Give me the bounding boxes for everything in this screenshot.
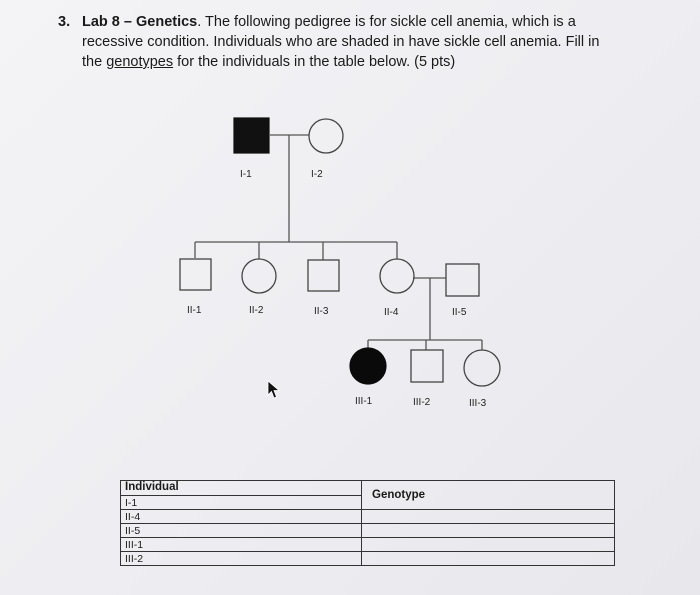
label-II-1: II-1: [187, 305, 202, 316]
cell-individual: III-1: [121, 538, 362, 552]
cell-genotype[interactable]: [362, 524, 615, 538]
question-number: 3.: [58, 14, 71, 30]
table-row: [121, 538, 615, 552]
I-2-female: [309, 119, 343, 153]
genotypes-word: genotypes: [106, 54, 174, 70]
table-header-row: [121, 481, 615, 496]
III-2-male: [411, 350, 443, 382]
label-II-2: II-2: [249, 305, 264, 316]
III-3-female: [464, 350, 500, 386]
II-5-male: [446, 264, 479, 296]
table-row: [121, 524, 615, 538]
label-III-3: III-3: [469, 398, 487, 409]
label-I-1: I-1: [240, 169, 252, 180]
question-line3-pre: the: [82, 54, 107, 70]
cell-genotype[interactable]: [362, 552, 615, 566]
cell-individual: II-4: [121, 510, 362, 524]
cell-individual: III-2: [121, 552, 362, 566]
lab-title: Lab 8 – Genetics: [82, 14, 198, 30]
table-row: [121, 552, 615, 566]
header-genotype: Genotype: [362, 481, 615, 510]
table-row: [121, 510, 615, 524]
II-4-female: [380, 259, 414, 293]
mouse-cursor-icon: [267, 380, 281, 400]
genotype-table-container: [120, 480, 615, 566]
III-1-affected-female: [350, 348, 386, 384]
label-I-2: I-2: [311, 169, 323, 180]
I-1-affected-male: [234, 118, 269, 153]
cell-genotype[interactable]: [362, 510, 615, 524]
cell-individual: I-1: [121, 496, 362, 510]
label-II-4: II-4: [384, 307, 399, 318]
header-individual: Individual: [121, 481, 362, 496]
II-2-female: [242, 259, 276, 293]
label-III-2: III-2: [413, 397, 431, 408]
question-line3-post: for the individuals in the table below. (5 pts): [173, 54, 456, 70]
cell-individual: II-5: [121, 524, 362, 538]
II-1-male: [180, 259, 211, 290]
II-3-male: [308, 260, 339, 291]
label-II-5: II-5: [452, 307, 467, 318]
label-II-3: II-3: [314, 306, 329, 317]
cell-genotype[interactable]: [362, 538, 615, 552]
question-line1: . The following pedigree is for sickle cell anemia, which is a: [197, 14, 576, 30]
label-III-1: III-1: [355, 396, 373, 407]
genotype-table: [120, 480, 615, 566]
question-line2: recessive condition. Individuals who are shaded in have sickle cell anemia. Fill in: [82, 34, 600, 50]
